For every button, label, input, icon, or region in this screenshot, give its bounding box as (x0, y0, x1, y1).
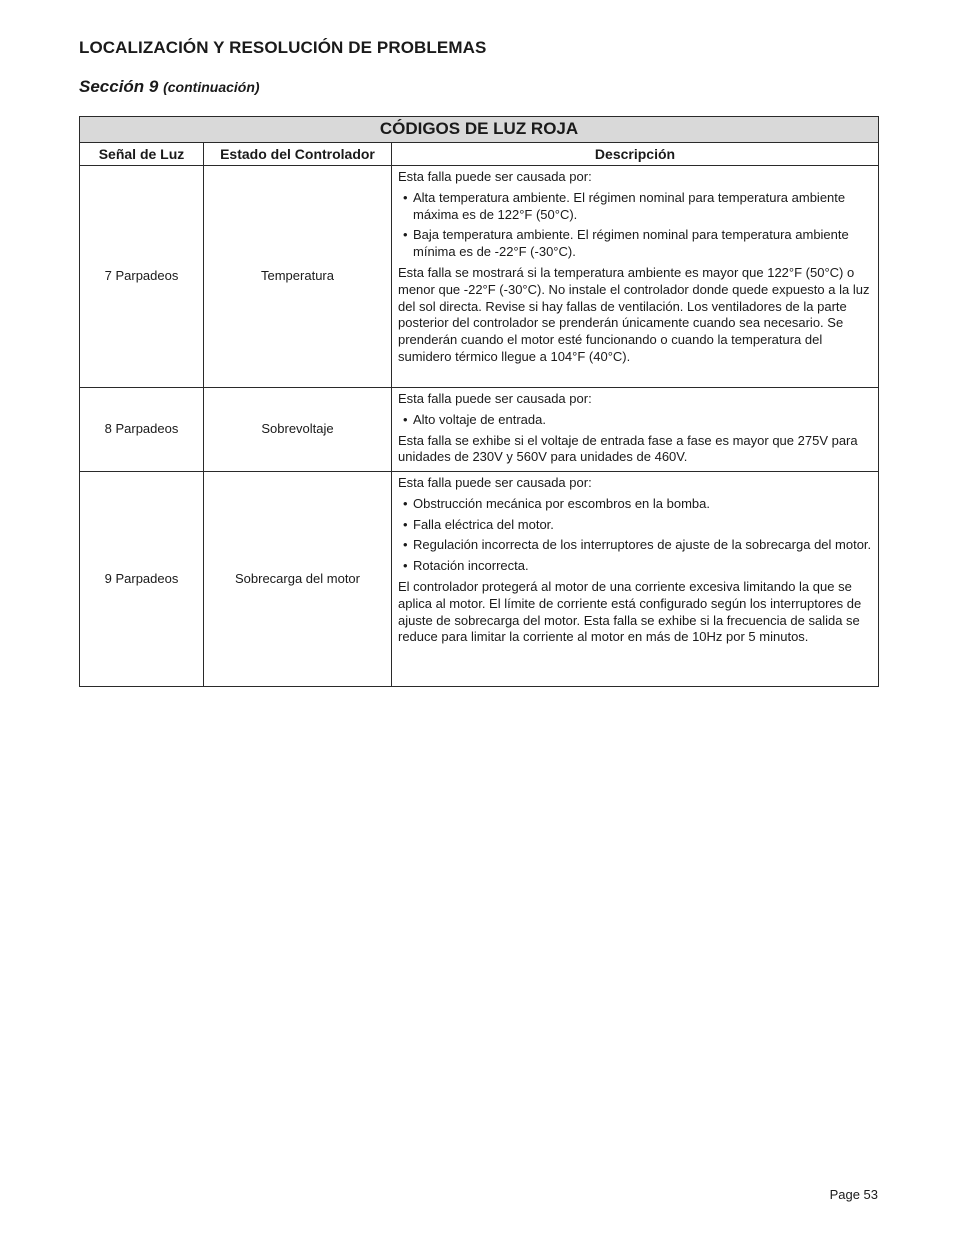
cause-item: • Rotación incorrecta. (403, 558, 529, 574)
description-detail: Esta falla se exhibe si el voltaje de entrada fase a fase es mayor que 275V para unidades de 230V y 560V para unidades de 460V. (398, 432, 858, 465)
signal-cell: 8 Parpadeos (80, 388, 204, 472)
cause-text: Obstrucción mecánica por escombros en la bomba. (413, 495, 710, 511)
cause-item: • Baja temperatura ambiente. El régimen nominal para temperatura ambiente mínima es de -22°F (-30°C). (403, 227, 849, 260)
cause-text: Rotación incorrecta. (413, 558, 529, 574)
cause-item: • Alta temperatura ambiente. El régimen nominal para temperatura ambiente máxima es de 122°F (50°C). (403, 189, 846, 222)
table-row (80, 472, 879, 687)
description-cell (392, 166, 879, 388)
table-row (80, 388, 879, 472)
page-number: Page 53 (829, 1187, 878, 1202)
page-heading: LOCALIZACIÓN Y RESOLUCIÓN DE PROBLEMAS (79, 38, 487, 57)
description-intro: Esta falla puede ser causada por: (398, 169, 592, 184)
cause-text: Baja temperatura ambiente. El régimen nominal para temperatura ambiente mínima es de -22°F (-30°C). (413, 227, 849, 260)
column-header-description: Descripción (392, 143, 879, 166)
cause-item: • Falla eléctrica del motor. (403, 516, 554, 532)
description-intro: Esta falla puede ser causada por: (398, 391, 592, 406)
cause-text: Alta temperatura ambiente. El régimen nominal para temperatura ambiente máxima es de 122°F (50°C). (413, 189, 846, 222)
section-name: Sección 9 (79, 77, 159, 96)
description-detail: Esta falla se mostrará si la temperatura ambiente es mayor que 122°F (50°C) o menor que -22°F (-30°C). No instale el controlador donde quede expuesto a la luz del sol directa. Revise si hay fallas de ventilación. Los ventiladores de la parte posterior del controlador se prenderán únicamente cuando sea necesario. Se prenderán cuando el motor esté funcionando o cuando la temperatura del sumidero térmico llegue a 104°F (40°C). (398, 264, 870, 364)
state-cell: Sobrevoltaje (204, 388, 392, 472)
cause-item: • Regulación incorrecta de los interruptores de ajuste de la sobrecarga del motor. (403, 537, 872, 553)
red-light-codes-table (79, 116, 879, 687)
cause-list (398, 496, 872, 575)
state-cell: Temperatura (204, 166, 392, 388)
column-header-state: Estado del Controlador (204, 143, 392, 166)
signal-cell: 7 Parpadeos (80, 166, 204, 388)
column-header-signal: Señal de Luz (80, 143, 204, 166)
section-subtitle: (continuación) (163, 79, 260, 95)
cause-list (398, 190, 872, 261)
cause-text: Alto voltaje de entrada. (413, 411, 546, 427)
cause-text: Regulación incorrecta de los interruptores de ajuste de la sobrecarga del motor. (413, 537, 872, 553)
cause-item: • Obstrucción mecánica por escombros en la bomba. (403, 495, 710, 511)
cause-list (398, 412, 872, 429)
table-title: CÓDIGOS DE LUZ ROJA (80, 117, 879, 143)
description-intro: Esta falla puede ser causada por: (398, 475, 592, 490)
description-cell (392, 388, 879, 472)
cause-item: • Alto voltaje de entrada. (403, 411, 546, 427)
section-title (79, 77, 260, 97)
description-cell (392, 472, 879, 687)
cause-text: Falla eléctrica del motor. (413, 516, 554, 532)
signal-cell: 9 Parpadeos (80, 472, 204, 687)
table-row (80, 166, 879, 388)
description-detail: El controlador protegerá al motor de una corriente excesiva limitando la que se aplica al motor. El límite de corriente está configurado según los interruptores de ajuste de sobrecarga del motor. Esta falla se exhibe si la frecuencia de salida se reduce para limitar la corriente al motor en más de 10Hz por 5 minutos. (398, 578, 862, 645)
state-cell: Sobrecarga del motor (204, 472, 392, 687)
